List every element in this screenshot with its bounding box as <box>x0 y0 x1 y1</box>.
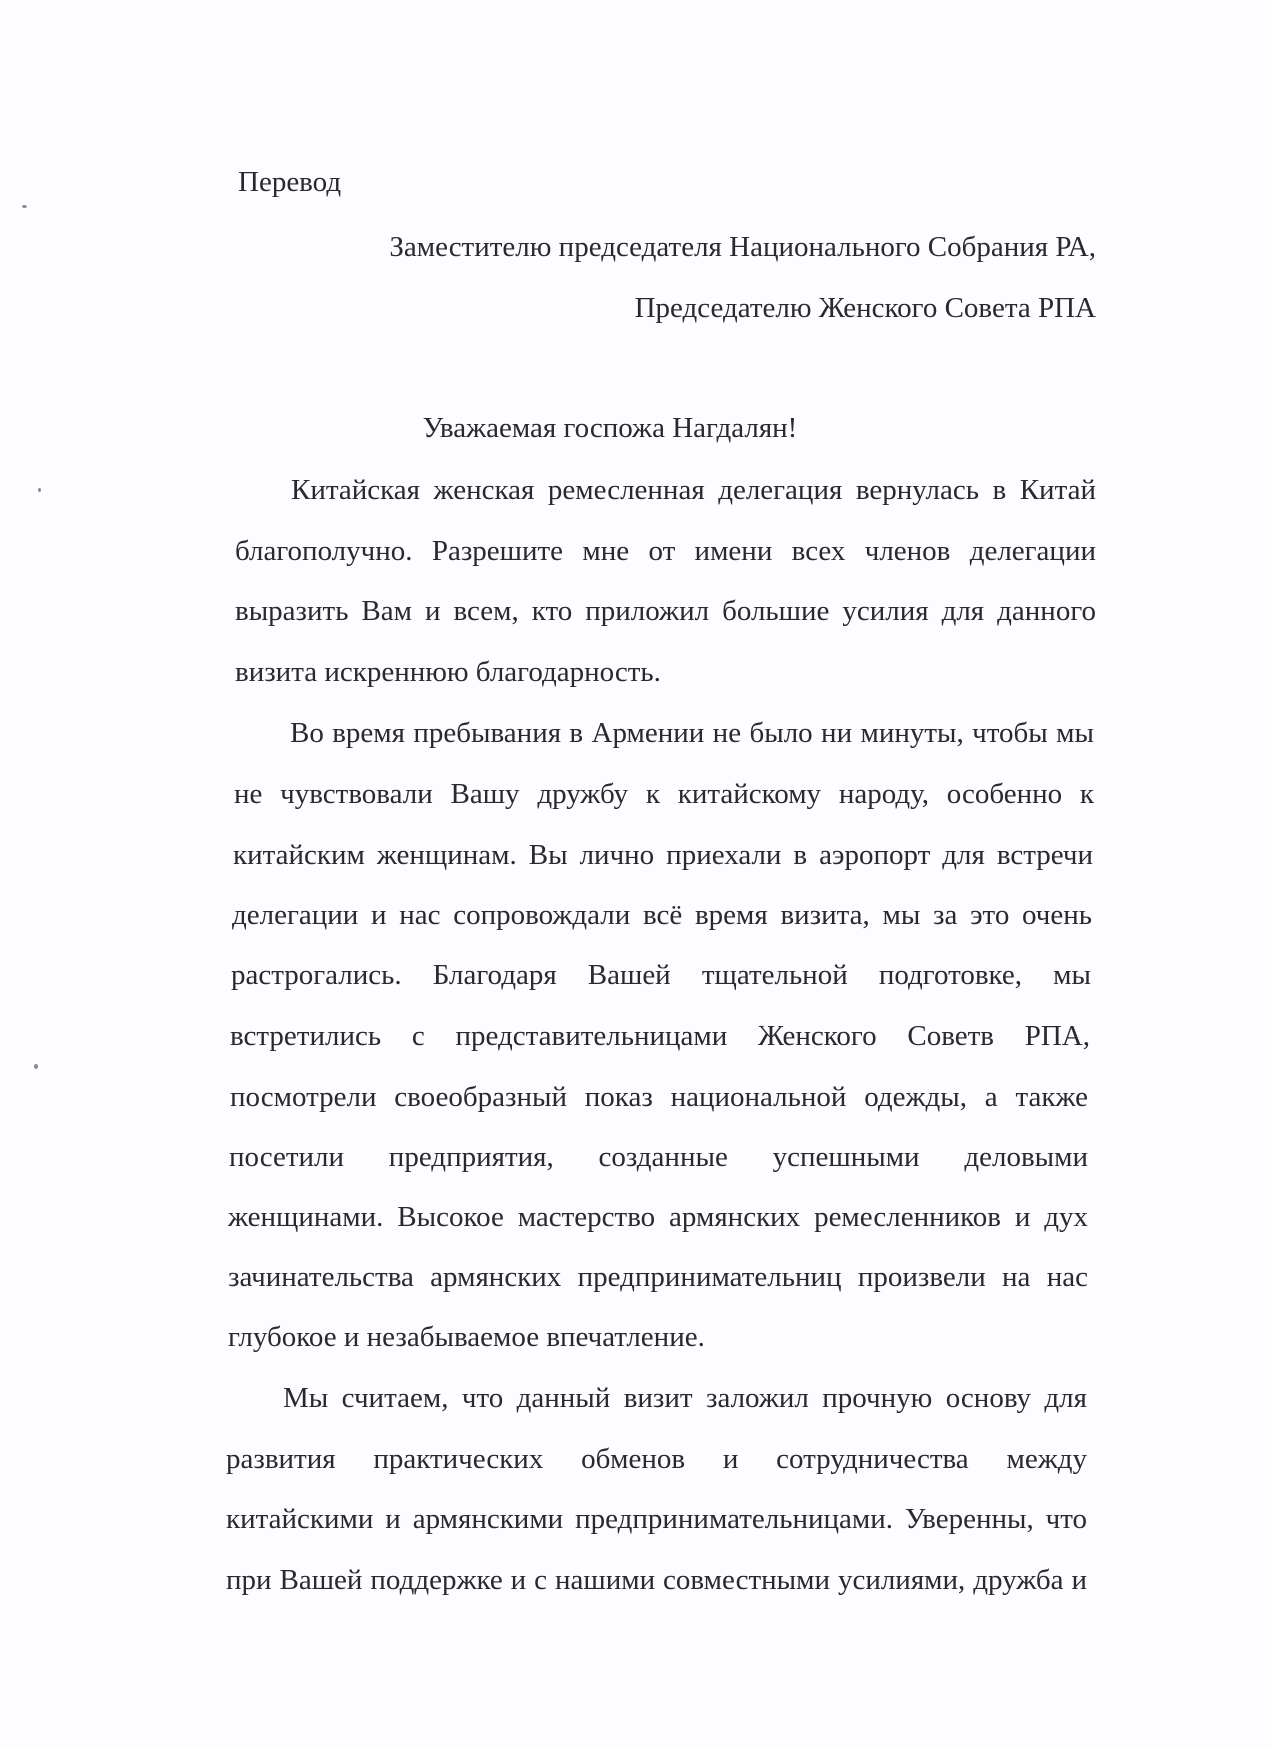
scan-speck <box>22 205 27 208</box>
body-line: Китайская женская ремесленная делегация вернулась в Китай <box>291 474 1096 506</box>
salutation: Уважаемая госпожа Нагдалян! <box>422 412 798 444</box>
document-label: Перевод <box>238 166 342 198</box>
body-line: благополучно. Разрешите мне от имени всех членов делегации <box>235 535 1096 567</box>
recipient-line-1: Заместителю председателя Национального Собрания РА, <box>389 231 1096 263</box>
body-line: не чувствовали Вашу дружбу к китайскому народу, особенно к <box>234 778 1094 810</box>
body-line: развития практических обменов и сотрудничества между <box>226 1443 1087 1475</box>
body-line: при Вашей поддержке и с нашими совместными усилиями, дружба и <box>226 1564 1087 1596</box>
recipient-line-2: Председателю Женского Совета РПА <box>634 292 1096 324</box>
body-line: китайскими и армянскими предпринимательницами. Уверенны, что <box>226 1503 1087 1535</box>
body-line: визита искреннюю благодарность. <box>235 656 661 688</box>
body-line: глубокое и незабываемое впечатление. <box>228 1321 705 1353</box>
body-line: Мы считаем, что данный визит заложил прочную основу для <box>283 1382 1087 1414</box>
body-line: зачинательства армянских предпринимательниц произвели на нас <box>228 1261 1088 1293</box>
body-line: посмотрели своеобразный показ национальной одежды, а также <box>230 1081 1088 1113</box>
body-line: выразить Вам и всем, кто приложил большие усилия для данного <box>235 595 1096 627</box>
body-line: встретились с представительницами Женского Советв РПА, <box>230 1020 1090 1052</box>
body-line: делегации и нас сопровождали всё время визита, мы за это очень <box>232 899 1092 931</box>
body-line: китайским женщинам. Вы лично приехали в аэропорт для встречи <box>233 839 1093 871</box>
body-line: посетили предприятия, созданные успешными деловыми <box>229 1141 1088 1173</box>
scan-speck <box>38 488 41 492</box>
body-line: женщинами. Высокое мастерство армянских ремесленников и дух <box>228 1201 1088 1233</box>
body-line: Во время пребывания в Армении не было ни минуты, чтобы мы <box>290 717 1094 749</box>
body-line: растрогались. Благодаря Вашей тщательной подготовке, мы <box>231 959 1091 991</box>
scan-speck <box>34 1064 38 1069</box>
